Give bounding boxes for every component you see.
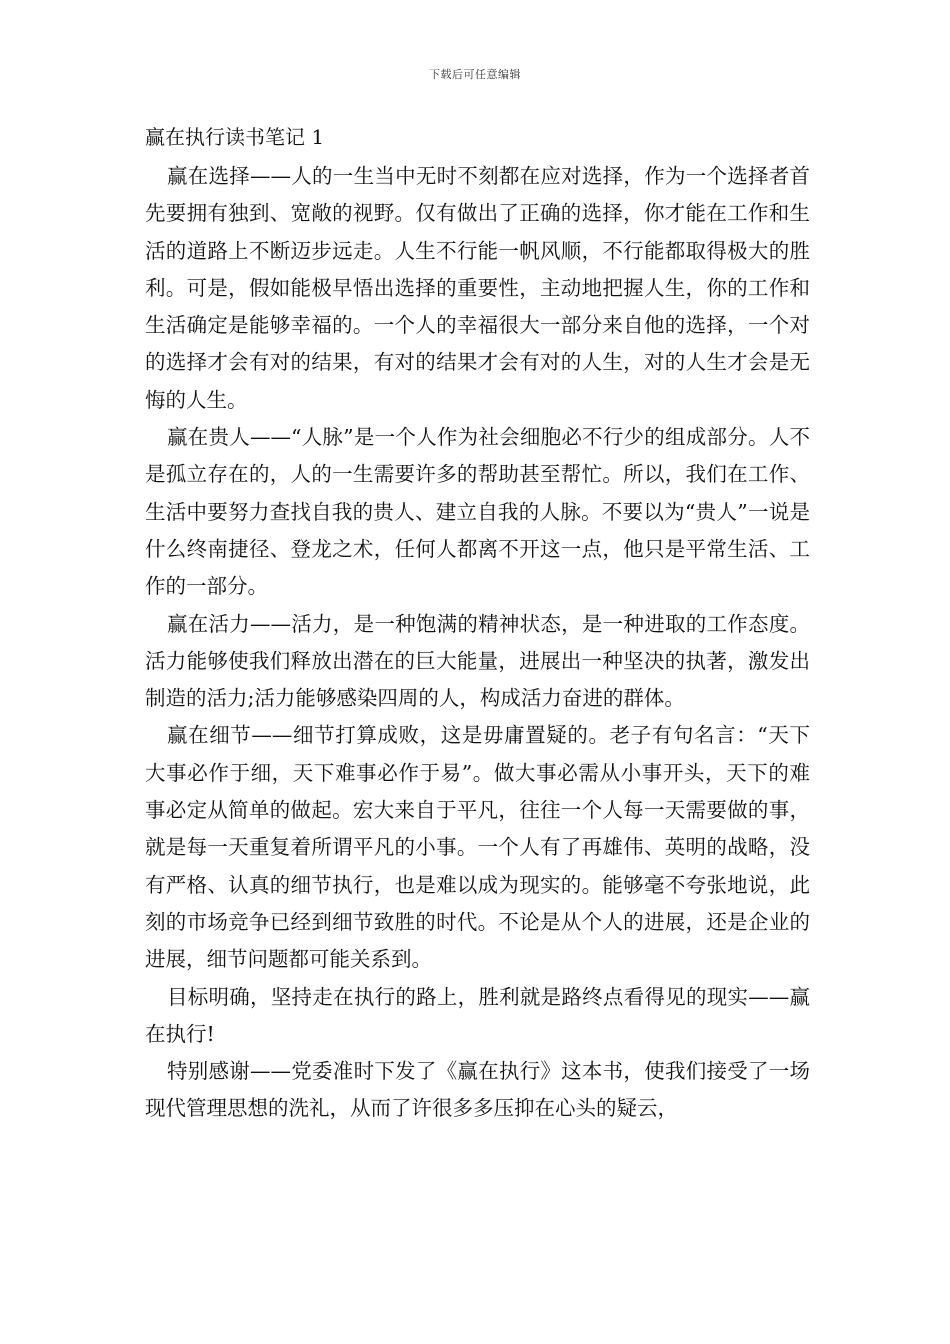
- paragraph-goal: 目标明确，坚持走在执行的路上，胜利就是路终点看得见的现实——赢在执行!: [145, 984, 810, 1046]
- paragraph-benefactor: 赢在贵人——“人脉”是一个人作为社会细胞必不行少的组成部分。人不是孤立存在的，人的一生需要许多的帮助甚至帮忙。所以，我们在工作、生活中要努力查找自我的贵人、建立自我的人脉。不要以为“贵人”一说是什么终南捷径、登龙之术，任何人都离不开这一点，他只是平常生活、工作的一部分。: [145, 425, 810, 599]
- paragraph-thanks: 特别感谢——党委准时下发了《赢在执行》这本书，使我们接受了一场现代管理思想的洗礼，从而了许很多多压抑在心头的疑云，: [145, 1059, 810, 1121]
- document-body: [145, 122, 810, 1128]
- paragraph-choice: 赢在选择——人的一生当中无时不刻都在应对选择，作为一个选择者首先要拥有独到、宽敞的视野。仅有做出了正确的选择，你才能在工作和生活的道路上不断迈步远走。人生不行能一帆风顺，不行能都取得极大的胜利。可是，假如能极早悟出选择的重要性，主动地把握人生，你的工作和生活确定是能够幸福的。一个人的幸福很大一部分来自他的选择，一个对的选择才会有对的结果，有对的结果才会有对的人生，对的人生才会是无悔的人生。: [145, 164, 810, 412]
- header-note: 下载后可任意编辑: [429, 68, 521, 81]
- document-title: 赢在执行读书笔记 1: [145, 125, 325, 149]
- paragraph-detail: 赢在细节——细节打算成败，这是毋庸置疑的。老子有句名言：“天下大事必作于细，天下难事必作于易”。做大事必需从小事开头，天下的难事必定从简单的做起。宏大来自于平凡，往往一个人每一天需要做的事，就是每一天重复着所谓平凡的小事。一个人有了再雄伟、英明的战略，没有严格、认真的细节执行，也是难以成为现实的。能够毫不夸张地说，此刻的市场竞争已经到细节致胜的时代。不论是从个人的进展，还是企业的进展，细节问题都可能关系到。: [145, 723, 810, 972]
- paragraph-passion: 赢在活力——活力，是一种饱满的精神状态，是一种进取的工作态度。活力能够使我们释放出潜在的巨大能量，进展出一种坚决的执著，激发出制造的活力;活力能够感染四周的人，构成活力奋进的群体。: [145, 611, 810, 711]
